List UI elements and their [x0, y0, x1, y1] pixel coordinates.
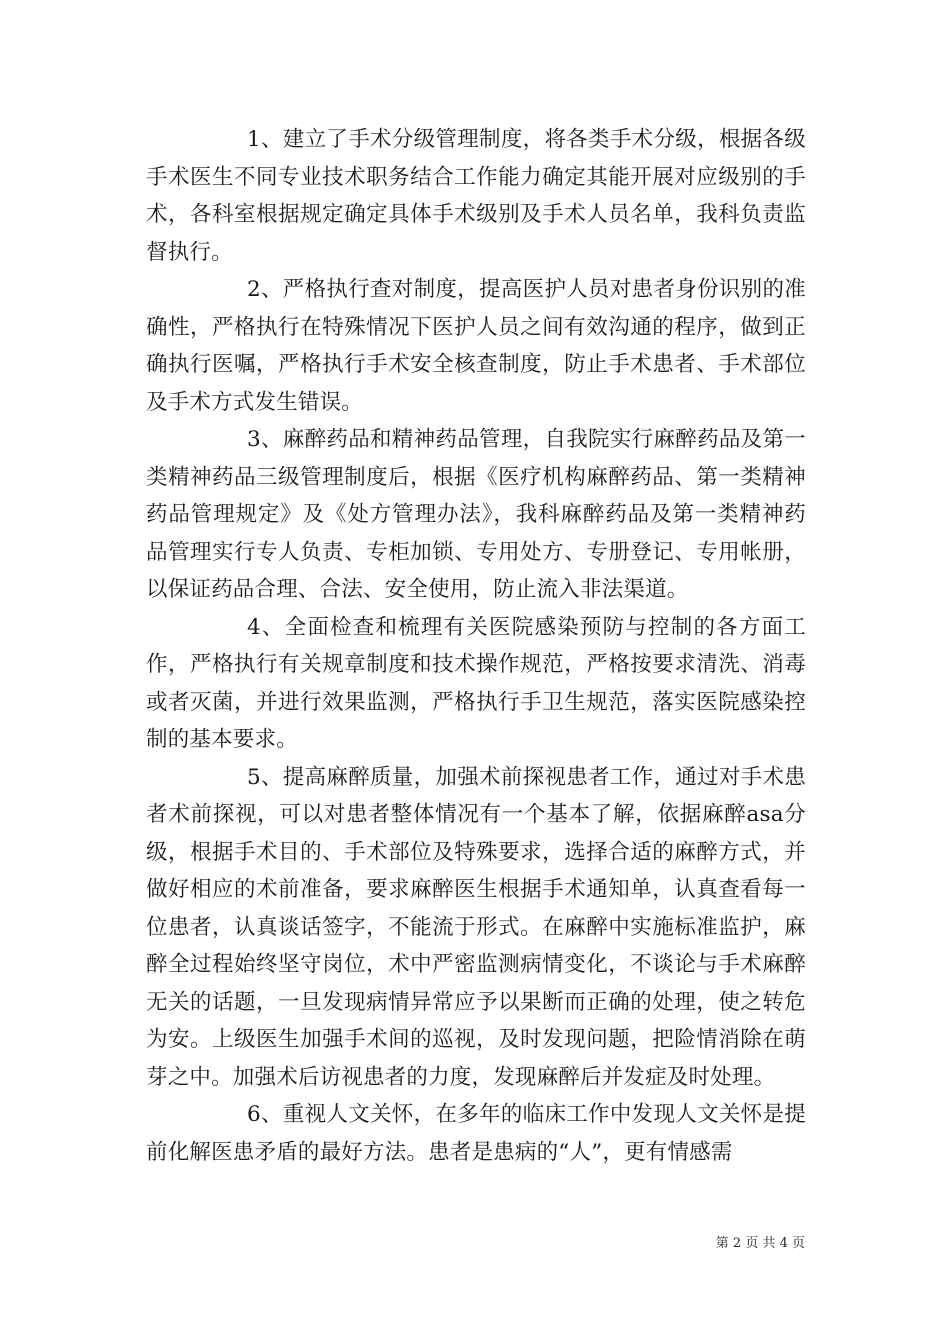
paragraph-5: 5、提高麻醉质量，加强术前探视患者工作，通过对手术患者术前探视，可以对患者整体情况有一个基本了解，依据麻醉asa分级，根据手术目的、手术部位及特殊要求，选择合适的麻醉方式，并做好相应的术前准备，要求麻醉医生根据手术通知单，认真查看每一位患者，认真谈话签字，不能流于形式。在麻醉中实施标准监护，麻醉全过程始终坚守岗位，术中严密监测病情变化，不谈论与手术麻醉无关的话题，一旦发现病情异常应予以果断而正确的处理，使之转危为安。上级医生加强手术间的巡视，及时发现问题，把险情消除在萌芽之中。加强术后访视患者的力度，发现麻醉后并发症及时处理。: [146, 764, 806, 1090]
page-number-footer: 第 2 页 共 4 页: [715, 1236, 805, 1251]
paragraph-3: 3、麻醉药品和精神药品管理，自我院实行麻醉药品及第一类精神药品三级管理制度后，根据《医疗机构麻醉药品、第一类精神药品管理规定》及《处方管理办法》，我科麻醉药品及第一类精神药品管理实行专人负责、专柜加锁、专用处方、专册登记、专用帐册，以保证药品合理、合法、安全使用，防止流入非法渠道。: [146, 427, 806, 602]
paragraph-4: 4、全面检查和梳理有关医院感染预防与控制的各方面工作，严格执行有关规章制度和技术操作规范，严格按要求清洗、消毒或者灭菌，并进行效果监测，严格执行手卫生规范，落实医院感染控制的基本要求。: [146, 614, 806, 752]
paragraph-2: 2、严格执行查对制度，提高医护人员对患者身份识别的准确性，严格执行在特殊情况下医护人员之间有效沟通的程序，做到正确执行医嘱，严格执行手术安全核查制度，防止手术患者、手术部位及手术方式发生错误。: [146, 277, 806, 415]
document-body: [146, 121, 806, 1171]
paragraph-6: 6、重视人文关怀，在多年的临床工作中发现人文关怀是提前化解医患矛盾的最好方法。患者是患病的“人”，更有情感需: [146, 1102, 806, 1165]
paragraph-1: 1、建立了手术分级管理制度，将各类手术分级，根据各级手术医生不同专业技术职务结合工作能力确定其能开展对应级别的手术，各科室根据规定确定具体手术级别及手术人员名单，我科负责监督执行。: [146, 127, 806, 265]
